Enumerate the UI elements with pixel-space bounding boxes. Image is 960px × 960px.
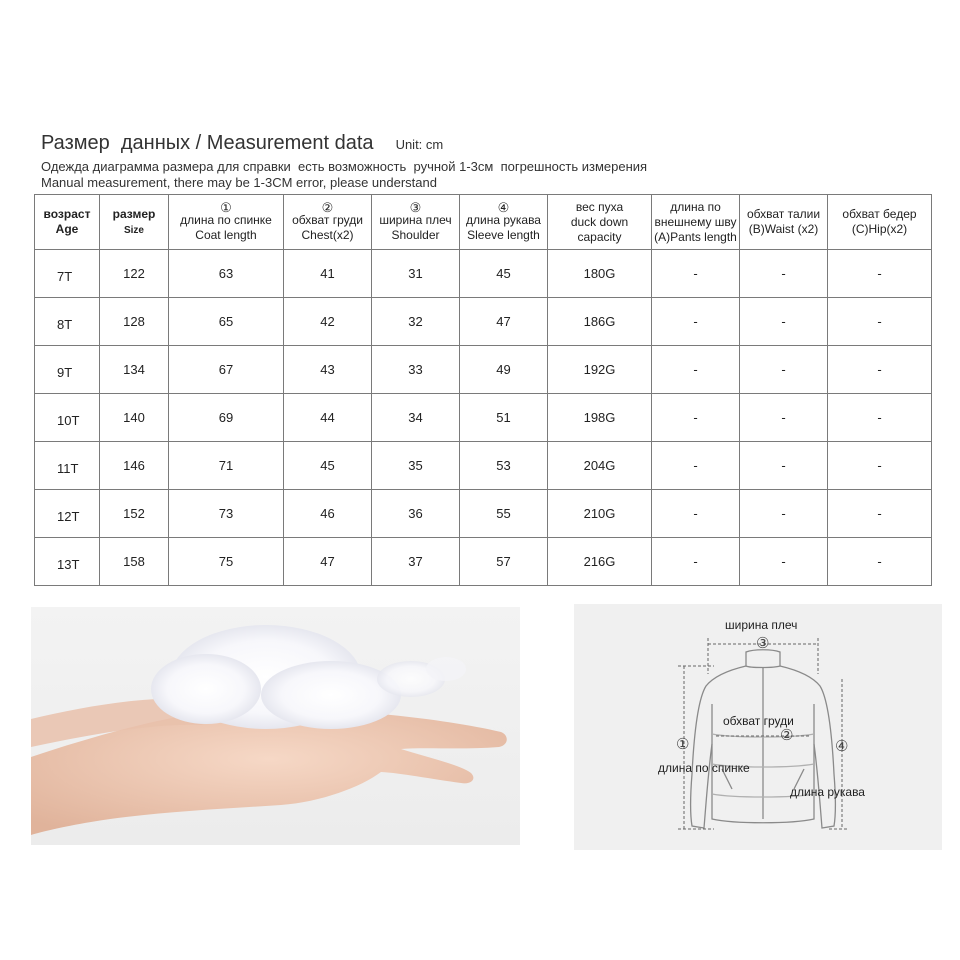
table-cell: - (652, 346, 740, 394)
header-sleeve-length: ④ длина рукава Sleeve length (460, 195, 548, 250)
table-cell: 73 (169, 490, 284, 538)
table-cell: - (740, 442, 828, 490)
note-ru: Одежда диаграмма размера для справки есть возможность ручной 1-3см погрешность измерения (41, 159, 648, 174)
table-cell: 146 (100, 442, 169, 490)
table-cell: - (828, 250, 932, 298)
table-cell: - (740, 394, 828, 442)
table-cell: 216G (548, 538, 652, 586)
table-cell: 63 (169, 250, 284, 298)
table-cell: - (828, 490, 932, 538)
table-cell: - (652, 442, 740, 490)
marker-3: ③ (756, 635, 770, 652)
table-cell: 128 (100, 298, 169, 346)
length-label: длина по спинке (658, 761, 750, 775)
table-cell: - (828, 442, 932, 490)
table-cell: - (652, 250, 740, 298)
header-shoulder: ③ ширина плеч Shoulder (372, 195, 460, 250)
table-cell: 192G (548, 346, 652, 394)
table-cell: - (740, 298, 828, 346)
table-cell: 12T (35, 490, 100, 538)
table-cell: 42 (284, 298, 372, 346)
marker-2: ② (780, 727, 794, 744)
header-coat-length: ① длина по спинке Coat length (169, 195, 284, 250)
table-header-row (35, 195, 932, 250)
table-cell: 152 (100, 490, 169, 538)
table-cell: 49 (460, 346, 548, 394)
hands-with-down-illustration (31, 607, 520, 845)
header-down-capacity: вес пуха duck down capacity (548, 195, 652, 250)
table-row (35, 490, 932, 538)
table-row (35, 442, 932, 490)
table-cell: 43 (284, 346, 372, 394)
table-cell: 122 (100, 250, 169, 298)
table-cell: 11T (35, 442, 100, 490)
table-cell: - (652, 394, 740, 442)
chest-label: обхват груди (723, 714, 794, 728)
table-cell: - (652, 298, 740, 346)
table-cell: 47 (460, 298, 548, 346)
table-cell: 46 (284, 490, 372, 538)
note-en: Manual measurement, there may be 1-3CM error, please understand (41, 175, 437, 190)
jacket-measurement-diagram (574, 604, 942, 850)
table-cell: 210G (548, 490, 652, 538)
table-body (35, 250, 932, 586)
table-cell: - (652, 538, 740, 586)
table-cell: 45 (460, 250, 548, 298)
table-cell: 198G (548, 394, 652, 442)
table-cell: 69 (169, 394, 284, 442)
table-cell: 36 (372, 490, 460, 538)
table-cell: 186G (548, 298, 652, 346)
table-cell: 204G (548, 442, 652, 490)
table-cell: - (740, 490, 828, 538)
header-size: размер Size (100, 195, 169, 250)
table-cell: 13T (35, 538, 100, 586)
table-row (35, 394, 932, 442)
table-cell: 37 (372, 538, 460, 586)
table-cell: 31 (372, 250, 460, 298)
table-cell: 53 (460, 442, 548, 490)
table-cell: 55 (460, 490, 548, 538)
table-cell: - (828, 394, 932, 442)
table-cell: 51 (460, 394, 548, 442)
table-row (35, 298, 932, 346)
header-chest: ② обхват груди Chest(x2) (284, 195, 372, 250)
table-cell: 33 (372, 346, 460, 394)
table-row (35, 346, 932, 394)
table-cell: - (740, 538, 828, 586)
table-cell: 47 (284, 538, 372, 586)
table-cell: 8T (35, 298, 100, 346)
page-title (41, 132, 443, 155)
table-cell: 158 (100, 538, 169, 586)
header-pants-length: длина по внешнему шву (A)Pants length (652, 195, 740, 250)
table-cell: 35 (372, 442, 460, 490)
unit-label: Unit: cm (395, 137, 444, 152)
table-cell: 57 (460, 538, 548, 586)
table-cell: 41 (284, 250, 372, 298)
table-cell: 10T (35, 394, 100, 442)
table-cell: 180G (548, 250, 652, 298)
table-cell: - (740, 250, 828, 298)
table-row (35, 538, 932, 586)
table-cell: 9T (35, 346, 100, 394)
table-cell: 32 (372, 298, 460, 346)
header-age: возраст Age (35, 195, 100, 250)
table-cell: 65 (169, 298, 284, 346)
table-cell: - (828, 538, 932, 586)
table-cell: 75 (169, 538, 284, 586)
header-hip: обхват бедер (C)Hip(x2) (828, 195, 932, 250)
table-cell: 140 (100, 394, 169, 442)
title-ru: Размер данных (41, 132, 191, 154)
table-cell: 134 (100, 346, 169, 394)
title-en: / Measurement data (190, 132, 374, 154)
table-cell: 45 (284, 442, 372, 490)
shoulder-label: ширина плеч (725, 618, 798, 632)
table-cell: - (652, 490, 740, 538)
header-waist: обхват талии (B)Waist (x2) (740, 195, 828, 250)
sleeve-label: длина рукава (790, 785, 865, 799)
table-cell: 71 (169, 442, 284, 490)
table-cell: - (740, 346, 828, 394)
down-feathers-hands-photo (31, 607, 520, 845)
table-cell: 67 (169, 346, 284, 394)
marker-1: ① (676, 736, 690, 753)
table-cell: 44 (284, 394, 372, 442)
table-cell: 7T (35, 250, 100, 298)
table-cell: - (828, 346, 932, 394)
table-cell: - (828, 298, 932, 346)
table-cell: 34 (372, 394, 460, 442)
table-row (35, 250, 932, 298)
marker-4: ④ (835, 738, 849, 755)
size-table (34, 194, 932, 586)
